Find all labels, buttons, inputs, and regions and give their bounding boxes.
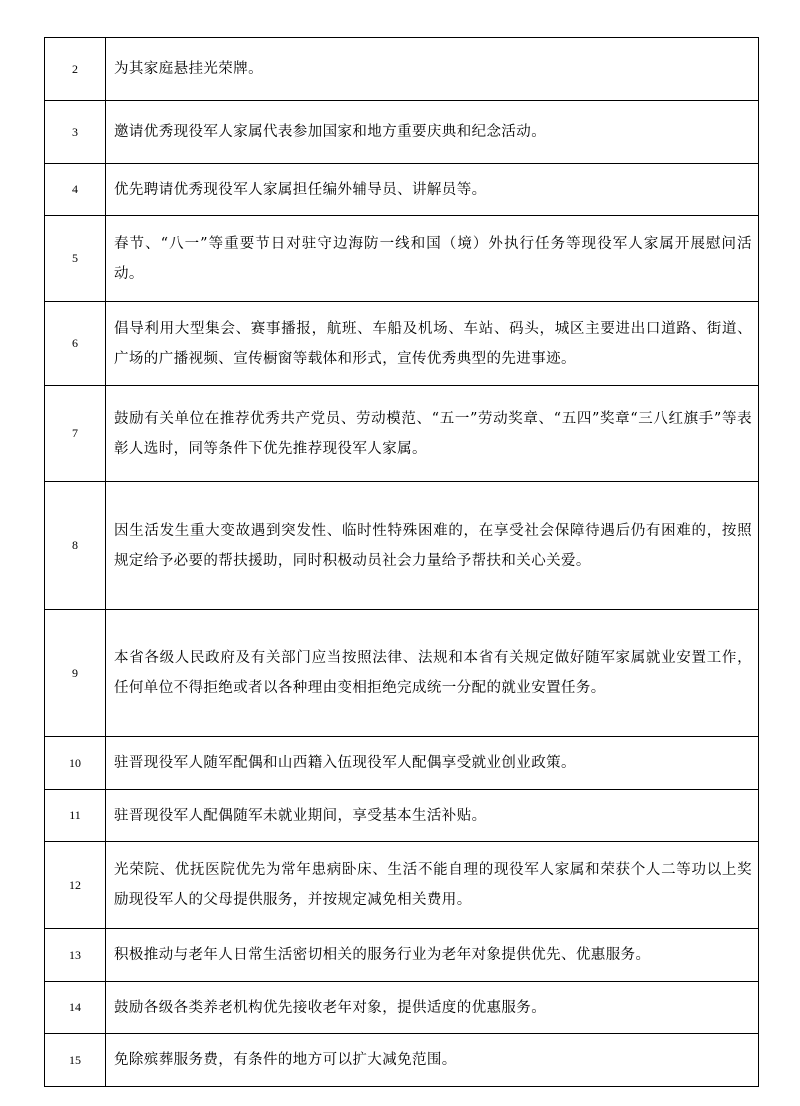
table-row [45, 302, 759, 386]
row-text: 倡导利用大型集会、赛事播报，航班、车船及机场、车站、码头，城区主要进出口道路、街道、广场的广播视频、宣传橱窗等载体和形式，宣传优秀典型的先进事迹。 [106, 302, 759, 386]
row-number: 10 [45, 737, 106, 790]
table-row [45, 1034, 759, 1087]
table-row [45, 842, 759, 929]
row-number: 15 [45, 1034, 106, 1087]
row-text: 因生活发生重大变故遇到突发性、临时性特殊困难的，在享受社会保障待遇后仍有困难的，按照规定给予必要的帮扶援助，同时积极动员社会力量给予帮扶和关心关爱。 [106, 482, 759, 610]
table-row [45, 929, 759, 982]
row-number: 4 [45, 164, 106, 216]
table-row [45, 101, 759, 164]
row-text: 春节、“八一”等重要节日对驻守边海防一线和国（境）外执行任务等现役军人家属开展慰问活动。 [106, 216, 759, 302]
benefits-table [44, 37, 759, 1087]
row-text: 为其家庭悬挂光荣牌。 [106, 38, 759, 101]
row-number: 11 [45, 790, 106, 842]
row-number: 7 [45, 386, 106, 482]
table-row [45, 216, 759, 302]
row-text: 优先聘请优秀现役军人家属担任编外辅导员、讲解员等。 [106, 164, 759, 216]
row-number: 14 [45, 982, 106, 1034]
row-text: 光荣院、优抚医院优先为常年患病卧床、生活不能自理的现役军人家属和荣获个人二等功以上奖励现役军人的父母提供服务，并按规定减免相关费用。 [106, 842, 759, 929]
row-number: 12 [45, 842, 106, 929]
row-number: 9 [45, 610, 106, 737]
table-row [45, 164, 759, 216]
row-number: 8 [45, 482, 106, 610]
row-number: 13 [45, 929, 106, 982]
table-row [45, 737, 759, 790]
row-text: 积极推动与老年人日常生活密切相关的服务行业为老年对象提供优先、优惠服务。 [106, 929, 759, 982]
row-number: 3 [45, 101, 106, 164]
table-row [45, 386, 759, 482]
row-text: 免除殡葬服务费，有条件的地方可以扩大减免范围。 [106, 1034, 759, 1087]
table-row [45, 610, 759, 737]
row-text: 鼓励各级各类养老机构优先接收老年对象，提供适度的优惠服务。 [106, 982, 759, 1034]
row-text: 驻晋现役军人随军配偶和山西籍入伍现役军人配偶享受就业创业政策。 [106, 737, 759, 790]
row-text: 本省各级人民政府及有关部门应当按照法律、法规和本省有关规定做好随军家属就业安置工作，任何单位不得拒绝或者以各种理由变相拒绝完成统一分配的就业安置任务。 [106, 610, 759, 737]
table-row [45, 38, 759, 101]
row-text: 驻晋现役军人配偶随军未就业期间，享受基本生活补贴。 [106, 790, 759, 842]
row-number: 5 [45, 216, 106, 302]
row-text: 邀请优秀现役军人家属代表参加国家和地方重要庆典和纪念活动。 [106, 101, 759, 164]
table-row [45, 482, 759, 610]
table-row [45, 982, 759, 1034]
row-text: 鼓励有关单位在推荐优秀共产党员、劳动模范、“五一”劳动奖章、“五四”奖章“三八红旗手”等表彰人选时，同等条件下优先推荐现役军人家属。 [106, 386, 759, 482]
row-number: 2 [45, 38, 106, 101]
row-number: 6 [45, 302, 106, 386]
table-row [45, 790, 759, 842]
